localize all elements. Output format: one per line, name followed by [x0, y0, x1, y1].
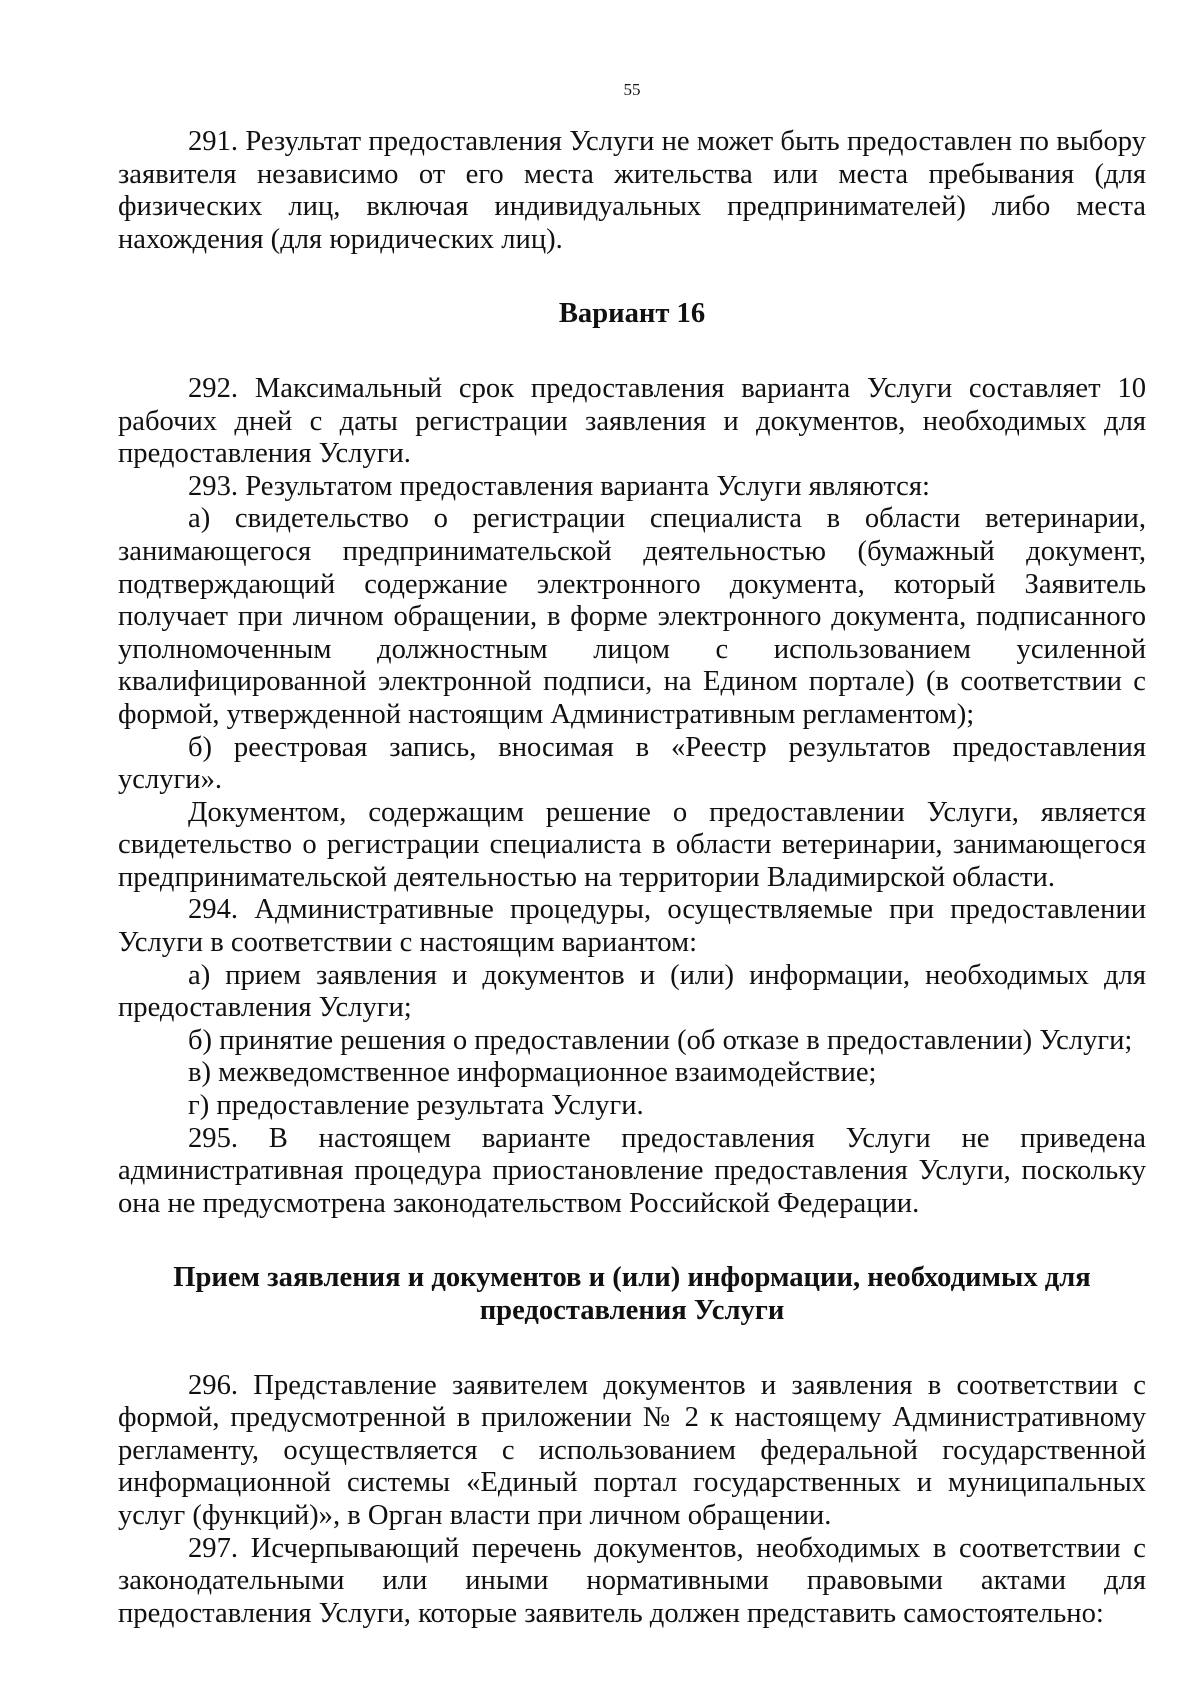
paragraph-294: 294. Административные процедуры, осуществляемые при предоставлении Услуги в соответствии с настоящим вариантом: — [118, 894, 1146, 959]
paragraph-294-a: а) прием заявления и документов и (или) информации, необходимых для предоставления Услуги; — [118, 959, 1146, 1024]
document-body — [118, 126, 1146, 1630]
paragraph-296: 296. Представление заявителем документов и заявления в соответствии с формой, предусмотренной в приложении № 2 к настоящему Административному регламенту, осуществляется с использованием федеральной государственной информационной системы «Единый портал государственных и муниципальных услуг (функций)», в Орган власти при личном обращении. — [118, 1369, 1146, 1531]
heading-section: Прием заявления и документов и (или) информации, необходимых для предоставления Услуги — [173, 1262, 1091, 1326]
paragraph-293: 293. Результатом предоставления варианта Услуги являются: — [188, 470, 930, 502]
paragraph-293-a: а) свидетельство о регистрации специалиста в области ветеринарии, занимающегося предпринимательской деятельностью (бумажный документ, подтверждающий содержание электронного документа, который Заявитель получает при личном обращении, в форме электронного документа, подписанного уполномоченным должностным лицом с использованием усиленной квалифицированной электронной подписи, на Едином портале) (в соответствии с формой, утвержденной настоящим Административным регламентом); — [118, 503, 1146, 730]
paragraph-291: 291. Результат предоставления Услуги не может быть предоставлен по выбору заявителя независимо от его места жительства или места пребывания (для физических лиц, включая индивидуальных предпринимателей) либо места нахождения (для юридических лиц). — [118, 126, 1146, 255]
paragraph-293-b: б) реестровая запись, вносимая в «Реестр результатов предоставления услуги». — [118, 731, 1146, 796]
paragraph-294-v: в) межведомственное информационное взаимодействие; — [188, 1057, 877, 1089]
paragraph-297: 297. Исчерпывающий перечень документов, необходимых в соответствии с законодательными или иными нормативными правовыми актами для предоставления Услуги, которые заявитель должен представить самостоятельно: — [118, 1532, 1146, 1629]
heading-variant: Вариант 16 — [558, 298, 706, 330]
paragraph-293-document: Документом, содержащим решение о предоставлении Услуги, является свидетельство о регистрации специалиста в области ветеринарии, занимающегося предпринимательской деятельностью на территории Владимирской области. — [118, 796, 1146, 893]
page-number: 55 — [623, 80, 641, 99]
paragraph-294-b: б) принятие решения о предоставлении (об отказе в предоставлении) Услуги; — [188, 1024, 1133, 1056]
paragraph-295: 295. В настоящем варианте предоставления Услуги не приведена административная процедура приостановление предоставления Услуги, поскольку она не предусмотрена законодательством Российской Федерации. — [118, 1122, 1146, 1219]
paragraph-294-g: г) предоставление результата Услуги. — [188, 1090, 644, 1122]
paragraph-292: 292. Максимальный срок предоставления варианта Услуги составляет 10 рабочих дней с даты регистрации заявления и документов, необходимых для предоставления Услуги. — [118, 372, 1146, 470]
